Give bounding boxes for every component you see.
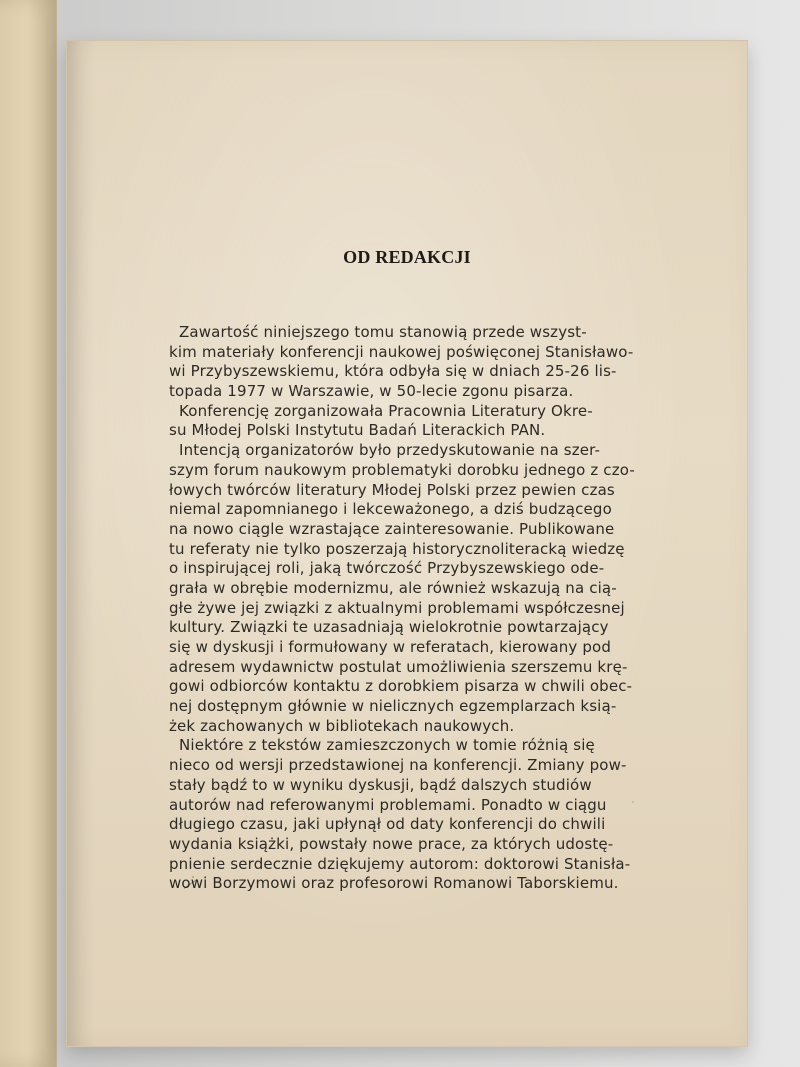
text-line: wi Przybyszewskiemu, która odbyła się w dniach 25-26 lis- [169,362,617,381]
text-line: się w dyskusji i formułowany w referatach, kierowany pod [169,638,612,656]
text-line: szym forum naukowym problematyki dorobku jednego z czo- [169,460,635,479]
text-line: gowi odbiorców kontaktu z dorobkiem pisarza w chwili obec- [169,677,633,696]
text-line: na nowo ciągle wzrastające zainteresowanie. Publikowane [169,519,615,538]
text-line: kim materiały konferencji naukowej poświęconej Stanisławo- [169,342,634,361]
text-line: tu referaty nie tylko poszerzają historycznoliteracką wiedzę [169,539,625,558]
text-line: grała w obrębie modernizmu, ale również wskazują na cią- [169,578,617,597]
left-page-edge [0,0,57,1067]
body-text [169,323,727,894]
text-line: żek zachowanych w bibliotekach naukowych. [169,716,515,735]
text-line: kultury. Związki te uzasadniają wielokrotnie powtarzający [169,618,609,637]
text-line: autorów nad referowanymi problemami. Ponadto w ciągu [169,795,607,814]
binding-shadow [67,41,95,1046]
text-line: wowi Borzymowi oraz profesorowi Romanowi Taborskiemu. [169,874,619,893]
text-line: su Młodej Polski Instytutu Badań Literackich PAN. [169,421,546,440]
text-line: o inspirującej roli, jaką twórczość Przybyszewskiego ode- [169,559,605,578]
text-line: nej dostępnym głównie w nielicznych egzemplarzach ksią- [169,697,617,716]
paper-speck [632,801,634,803]
text-line: adresem wydawnictw postulat umożliwienia szerszemu krę- [169,657,628,676]
text-line: niemal zapomnianego i lekceważonego, a dziś budzącego [169,500,612,519]
paper-speck [192,876,194,878]
text-line: pnienie serdecznie dziękujemy autorom: doktorowi Stanisła- [169,854,631,873]
text-line: nieco od wersji przedstawionej na konferencji. Zmiany pow- [169,756,627,775]
text-line: Niektóre z tekstów zamieszczonych w tomie różnią się [179,736,595,755]
text-line: topada 1977 w Warszawie, w 50-lecie zgonu pisarza. [169,382,574,401]
text-line: głe żywe jej związki z aktualnymi problemami współczesnej [169,598,625,617]
text-line: Intencją organizatorów było przedyskutowanie na szer- [179,441,601,460]
text-line: długiego czasu, jaki upłynął od daty konferencji do chwili [169,815,606,834]
text-line: Konferencję zorganizowała Pracownia Literatury Okre- [179,401,593,420]
book-page [66,40,748,1047]
text-line: Zawartość niniejszego tomu stanowią przede wszyst- [179,323,587,341]
text-line: wydania książki, powstały nowe prace, za których udostę- [169,834,614,853]
page-title: OD REDAKCJI [343,247,471,267]
text-line: stały bądź to w wyniku dyskusji, bądź dalszych studiów [169,775,592,794]
text-line: łowych twórców literatury Młodej Polski przez pewien czas [169,480,615,499]
